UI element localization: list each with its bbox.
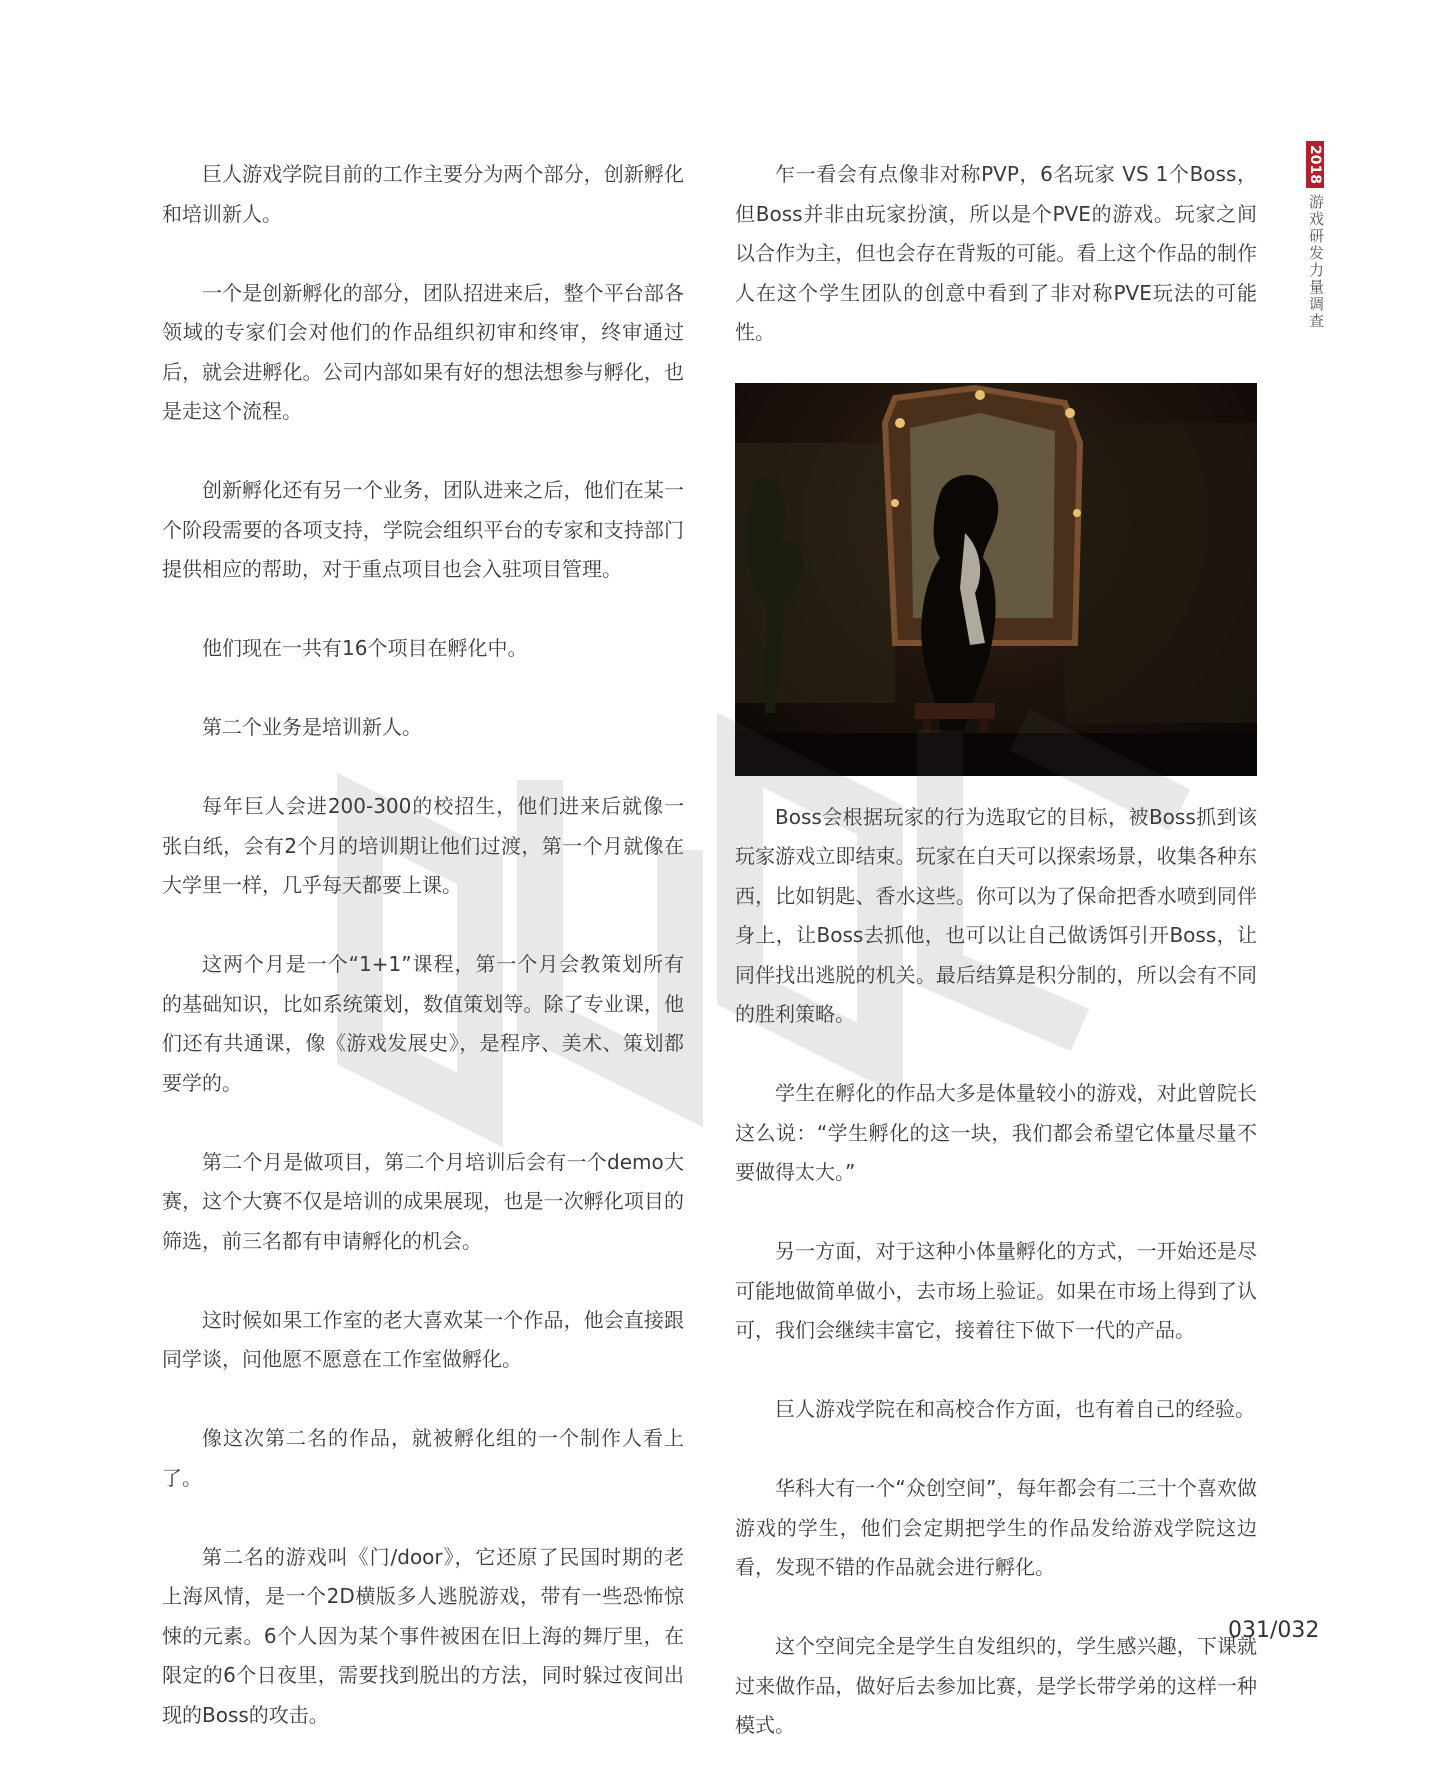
section-title: 游戏研发力量调查	[1307, 193, 1325, 330]
paragraph: 巨人游戏学院目前的工作主要分为两个部分，创新孵化和培训新人。	[162, 162, 684, 226]
paragraph: 每年巨人会进200-300的校招生，他们进来后就像一张白纸，会有2个月的培训期让他们过渡，第一个月就像在大学里一样，几乎每天都要上课。	[162, 794, 684, 897]
paragraph: 乍一看会有点像非对称PVP，6名玩家 VS 1个Boss，但Boss并非由玩家扮演，所以是个PVE的游戏。玩家之间以合作为主，但也会存在背叛的可能。看上这个作品的制作人在这个学生团队的创意中看到了非对称PVE玩法的可能性。	[735, 162, 1257, 344]
paragraph: 第二名的游戏叫《门/door》，它还原了民国时期的老上海风情，是一个2D横版多人逃脱游戏，带有一些恐怖惊悚的元素。6个人因为某个事件被困在旧上海的舞厅里，在限定的6个日夜里，需要找到脱出的方法，同时躲过夜间出现的Boss的攻击。	[162, 1544, 684, 1727]
game-screenshot-image	[735, 383, 1257, 776]
left-column	[162, 155, 684, 1775]
paragraph: 像这次第二名的作品，就被孵化组的一个制作人看上了。	[162, 1426, 684, 1490]
paragraph: 第二个月是做项目，第二个月培训后会有一个demo大赛，这个大赛不仅是培训的成果展现，也是一次孵化项目的筛选，前三名都有申请孵化的机会。	[162, 1149, 684, 1253]
paragraph: 他们现在一共有16个项目在孵化中。	[202, 636, 528, 660]
paragraph: 一个是创新孵化的部分，团队招进来后，整个平台部各领域的专家们会对他们的作品组织初审和终审，终审通过后，就会进孵化。公司内部如果有好的想法想参与孵化，也是走这个流程。	[162, 280, 684, 423]
paragraph: 学生在孵化的作品大多是体量较小的游戏，对此曾院长这么说：“学生孵化的这一块，我们都会希望它体量尽量不要做得太大。”	[735, 1081, 1257, 1184]
paragraph: Boss会根据玩家的行为选取它的目标，被Boss抓到该玩家游戏立即结束。玩家在白天可以探索场景，收集各种东西，比如钥匙、香水这些。你可以为了保命把香水喷到同伴身上，让Boss去抓他，也可以让自己做诱饵引开Boss，让同伴找出逃脱的机关。最后结算是积分制的，所以会有不同的胜利策略。	[735, 804, 1257, 1026]
section-tag	[1306, 141, 1326, 330]
paragraph: 创新孵化还有另一个业务，团队进来之后，他们在某一个阶段需要的各项支持，学院会组织平台的专家和支持部门提供相应的帮助，对于重点项目也会入驻项目管理。	[162, 478, 684, 581]
page-number: 031/032	[1228, 1618, 1320, 1643]
paragraph: 这个空间完全是学生自发组织的，学生感兴趣，下课就过来做作品，做好后去参加比赛，是学长带学弟的这样一种模式。	[735, 1634, 1257, 1737]
paragraph: 这两个月是一个“1+1”课程，第一个月会教策划所有的基础知识，比如系统策划，数值策划等。除了专业课，他们还有共通课，像《游戏发展史》，是程序、美术、策划都要学的。	[162, 952, 684, 1095]
paragraph: 另一方面，对于这种小体量孵化的方式，一开始还是尽可能地做简单做小，去市场上验证。如果在市场上得到了认可，我们会继续丰富它，接着往下做下一代的产品。	[735, 1239, 1257, 1342]
paragraph: 第二个业务是培训新人。	[202, 715, 422, 739]
paragraph: 巨人游戏学院在和高校合作方面，也有着自己的经验。	[775, 1397, 1255, 1421]
paragraph: 这时候如果工作室的老大喜欢某一个作品，他会直接跟同学谈，问他愿不愿意在工作室做孵化。	[162, 1307, 684, 1371]
section-year: 2018	[1306, 141, 1324, 188]
right-column	[735, 155, 1257, 1785]
paragraph: 华科大有一个“众创空间”，每年都会有二三十个喜欢做游戏的学生，他们会定期把学生的作品发给游戏学院这边看，发现不错的作品就会进行孵化。	[735, 1476, 1257, 1579]
